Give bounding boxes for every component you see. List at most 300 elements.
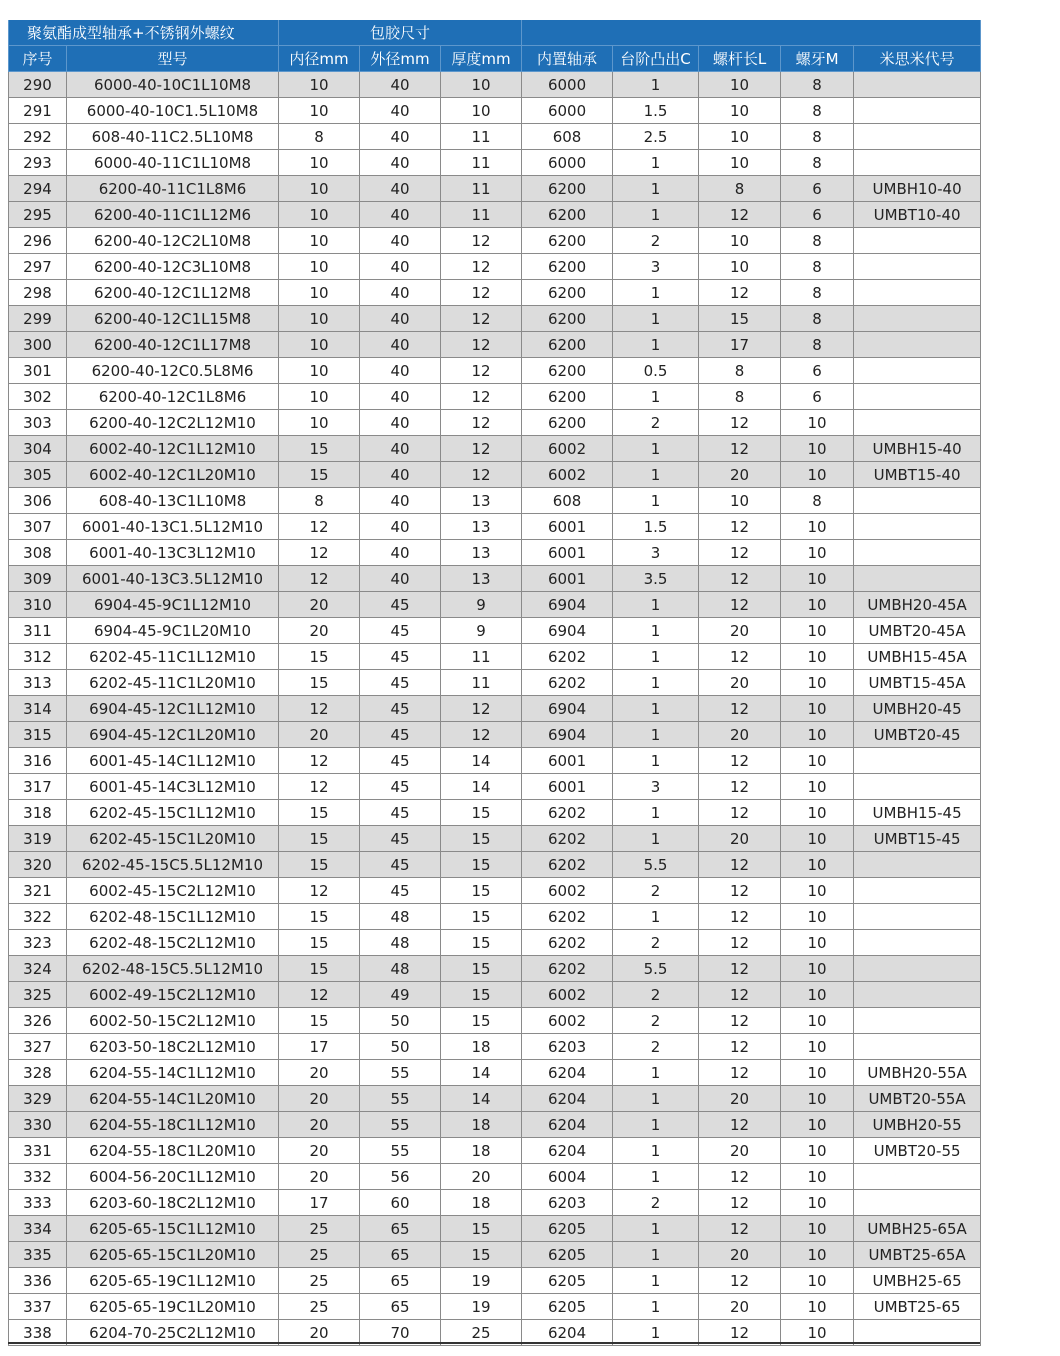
row-screw-length: 15 bbox=[699, 306, 781, 332]
row-bearing: 6200 bbox=[522, 306, 613, 332]
row-misumi-code: UMBT10-40 bbox=[854, 202, 981, 228]
row-screw-length: 12 bbox=[699, 280, 781, 306]
row-thread-m: 10 bbox=[781, 1320, 854, 1346]
row-bearing: 6904 bbox=[522, 592, 613, 618]
table-row bbox=[9, 982, 981, 1008]
row-bearing: 6202 bbox=[522, 956, 613, 982]
row-screw-length: 12 bbox=[699, 1216, 781, 1242]
row-misumi-code bbox=[854, 774, 981, 800]
row-thread-m: 10 bbox=[781, 852, 854, 878]
row-bearing: 6202 bbox=[522, 800, 613, 826]
col-header-no: 序号 bbox=[9, 46, 67, 72]
row-model: 6000-40-10C1.5L10M8 bbox=[67, 98, 279, 124]
row-screw-length: 12 bbox=[699, 1268, 781, 1294]
row-thickness: 19 bbox=[441, 1268, 522, 1294]
table-row bbox=[9, 540, 981, 566]
row-model: 6200-40-12C2L10M8 bbox=[67, 228, 279, 254]
row-outer-diameter: 40 bbox=[360, 462, 441, 488]
row-bearing: 6002 bbox=[522, 436, 613, 462]
row-inner-diameter: 12 bbox=[279, 878, 360, 904]
row-model: 6205-65-15C1L20M10 bbox=[67, 1242, 279, 1268]
row-misumi-code bbox=[854, 124, 981, 150]
row-model: 6202-45-11C1L20M10 bbox=[67, 670, 279, 696]
row-outer-diameter: 40 bbox=[360, 72, 441, 98]
row-inner-diameter: 20 bbox=[279, 722, 360, 748]
col-header-bearing: 内置轴承 bbox=[522, 46, 613, 72]
row-model: 6204-55-14C1L20M10 bbox=[67, 1086, 279, 1112]
row-thickness: 12 bbox=[441, 306, 522, 332]
row-thickness: 15 bbox=[441, 1242, 522, 1268]
table-row bbox=[9, 332, 981, 358]
row-misumi-code bbox=[854, 878, 981, 904]
row-bearing: 6205 bbox=[522, 1216, 613, 1242]
row-screw-length: 12 bbox=[699, 1320, 781, 1346]
row-misumi-code bbox=[854, 956, 981, 982]
row-thickness: 10 bbox=[441, 72, 522, 98]
table-row bbox=[9, 410, 981, 436]
row-misumi-code: UMBT15-40 bbox=[854, 462, 981, 488]
row-misumi-code: UMBT20-45 bbox=[854, 722, 981, 748]
row-screw-length: 20 bbox=[699, 1138, 781, 1164]
row-outer-diameter: 40 bbox=[360, 176, 441, 202]
row-inner-diameter: 17 bbox=[279, 1034, 360, 1060]
row-thickness: 9 bbox=[441, 592, 522, 618]
row-inner-diameter: 10 bbox=[279, 228, 360, 254]
row-step-c: 1 bbox=[613, 696, 699, 722]
row-inner-diameter: 25 bbox=[279, 1242, 360, 1268]
row-misumi-code bbox=[854, 1008, 981, 1034]
row-thread-m: 10 bbox=[781, 644, 854, 670]
table-row bbox=[9, 1164, 981, 1190]
row-no: 333 bbox=[9, 1190, 67, 1216]
row-screw-length: 10 bbox=[699, 98, 781, 124]
row-thread-m: 10 bbox=[781, 670, 854, 696]
row-screw-length: 20 bbox=[699, 826, 781, 852]
row-model: 6001-45-14C1L12M10 bbox=[67, 748, 279, 774]
row-no: 297 bbox=[9, 254, 67, 280]
row-step-c: 1 bbox=[613, 1216, 699, 1242]
row-step-c: 1 bbox=[613, 436, 699, 462]
row-screw-length: 12 bbox=[699, 956, 781, 982]
row-thread-m: 10 bbox=[781, 1034, 854, 1060]
row-inner-diameter: 10 bbox=[279, 332, 360, 358]
row-inner-diameter: 15 bbox=[279, 462, 360, 488]
row-bearing: 6203 bbox=[522, 1190, 613, 1216]
row-no: 327 bbox=[9, 1034, 67, 1060]
row-thread-m: 8 bbox=[781, 488, 854, 514]
row-thickness: 15 bbox=[441, 956, 522, 982]
row-thickness: 12 bbox=[441, 384, 522, 410]
row-inner-diameter: 20 bbox=[279, 1138, 360, 1164]
row-bearing: 6202 bbox=[522, 644, 613, 670]
row-no: 326 bbox=[9, 1008, 67, 1034]
row-inner-diameter: 12 bbox=[279, 514, 360, 540]
table-row bbox=[9, 436, 981, 462]
row-outer-diameter: 65 bbox=[360, 1242, 441, 1268]
row-bearing: 6204 bbox=[522, 1138, 613, 1164]
row-misumi-code: UMBT15-45A bbox=[854, 670, 981, 696]
row-thread-m: 6 bbox=[781, 176, 854, 202]
table-row bbox=[9, 1034, 981, 1060]
row-inner-diameter: 15 bbox=[279, 904, 360, 930]
row-misumi-code bbox=[854, 254, 981, 280]
row-no: 309 bbox=[9, 566, 67, 592]
row-model: 6200-40-12C1L15M8 bbox=[67, 306, 279, 332]
row-thickness: 15 bbox=[441, 800, 522, 826]
row-no: 320 bbox=[9, 852, 67, 878]
row-bearing: 6200 bbox=[522, 254, 613, 280]
row-step-c: 1 bbox=[613, 1242, 699, 1268]
row-misumi-code: UMBH20-45 bbox=[854, 696, 981, 722]
row-thickness: 12 bbox=[441, 410, 522, 436]
row-thread-m: 8 bbox=[781, 150, 854, 176]
row-model: 6200-40-11C1L8M6 bbox=[67, 176, 279, 202]
row-inner-diameter: 12 bbox=[279, 982, 360, 1008]
row-no: 306 bbox=[9, 488, 67, 514]
row-thickness: 12 bbox=[441, 436, 522, 462]
row-thread-m: 10 bbox=[781, 1060, 854, 1086]
row-step-c: 1 bbox=[613, 1060, 699, 1086]
table-row bbox=[9, 826, 981, 852]
row-screw-length: 12 bbox=[699, 696, 781, 722]
table-row bbox=[9, 306, 981, 332]
row-no: 313 bbox=[9, 670, 67, 696]
row-no: 304 bbox=[9, 436, 67, 462]
row-misumi-code bbox=[854, 280, 981, 306]
row-model: 6204-55-14C1L12M10 bbox=[67, 1060, 279, 1086]
row-no: 296 bbox=[9, 228, 67, 254]
table-row bbox=[9, 124, 981, 150]
row-bearing: 6001 bbox=[522, 566, 613, 592]
row-thickness: 12 bbox=[441, 228, 522, 254]
row-inner-diameter: 20 bbox=[279, 1164, 360, 1190]
table-row bbox=[9, 280, 981, 306]
header-column-row bbox=[9, 46, 981, 72]
row-no: 295 bbox=[9, 202, 67, 228]
row-thickness: 12 bbox=[441, 462, 522, 488]
row-step-c: 2.5 bbox=[613, 124, 699, 150]
row-screw-length: 20 bbox=[699, 462, 781, 488]
row-no: 312 bbox=[9, 644, 67, 670]
row-step-c: 1 bbox=[613, 592, 699, 618]
row-no: 338 bbox=[9, 1320, 67, 1346]
row-bearing: 6001 bbox=[522, 514, 613, 540]
row-step-c: 1 bbox=[613, 176, 699, 202]
row-bearing: 6205 bbox=[522, 1294, 613, 1320]
row-outer-diameter: 65 bbox=[360, 1268, 441, 1294]
row-bearing: 6200 bbox=[522, 176, 613, 202]
row-screw-length: 12 bbox=[699, 202, 781, 228]
row-step-c: 1 bbox=[613, 826, 699, 852]
row-no: 319 bbox=[9, 826, 67, 852]
row-misumi-code: UMBH20-45A bbox=[854, 592, 981, 618]
row-outer-diameter: 40 bbox=[360, 150, 441, 176]
row-thread-m: 10 bbox=[781, 904, 854, 930]
row-no: 290 bbox=[9, 72, 67, 98]
row-inner-diameter: 15 bbox=[279, 800, 360, 826]
row-no: 334 bbox=[9, 1216, 67, 1242]
row-outer-diameter: 40 bbox=[360, 488, 441, 514]
row-no: 311 bbox=[9, 618, 67, 644]
row-thickness: 13 bbox=[441, 488, 522, 514]
row-step-c: 1 bbox=[613, 332, 699, 358]
row-no: 315 bbox=[9, 722, 67, 748]
row-misumi-code bbox=[854, 1190, 981, 1216]
row-bearing: 6205 bbox=[522, 1268, 613, 1294]
row-misumi-code: UMBH15-45A bbox=[854, 644, 981, 670]
table-body bbox=[9, 72, 981, 1346]
row-step-c: 1 bbox=[613, 722, 699, 748]
row-outer-diameter: 55 bbox=[360, 1138, 441, 1164]
row-bearing: 6002 bbox=[522, 462, 613, 488]
row-misumi-code bbox=[854, 358, 981, 384]
row-no: 307 bbox=[9, 514, 67, 540]
row-thread-m: 6 bbox=[781, 202, 854, 228]
row-step-c: 1 bbox=[613, 202, 699, 228]
row-model: 6204-70-25C2L12M10 bbox=[67, 1320, 279, 1346]
row-no: 291 bbox=[9, 98, 67, 124]
row-model: 6200-40-12C2L12M10 bbox=[67, 410, 279, 436]
row-model: 6002-40-12C1L20M10 bbox=[67, 462, 279, 488]
row-step-c: 1 bbox=[613, 488, 699, 514]
row-thread-m: 10 bbox=[781, 956, 854, 982]
row-thickness: 10 bbox=[441, 98, 522, 124]
row-thread-m: 10 bbox=[781, 1112, 854, 1138]
row-thickness: 12 bbox=[441, 254, 522, 280]
row-model: 6200-40-12C0.5L8M6 bbox=[67, 358, 279, 384]
row-screw-length: 12 bbox=[699, 1034, 781, 1060]
row-inner-diameter: 10 bbox=[279, 358, 360, 384]
table-row bbox=[9, 72, 981, 98]
row-outer-diameter: 45 bbox=[360, 774, 441, 800]
row-bearing: 6200 bbox=[522, 384, 613, 410]
row-thread-m: 10 bbox=[781, 1008, 854, 1034]
row-outer-diameter: 50 bbox=[360, 1034, 441, 1060]
row-model: 6001-45-14C3L12M10 bbox=[67, 774, 279, 800]
row-model: 6202-45-15C5.5L12M10 bbox=[67, 852, 279, 878]
row-step-c: 2 bbox=[613, 1190, 699, 1216]
row-screw-length: 20 bbox=[699, 1242, 781, 1268]
row-thickness: 15 bbox=[441, 852, 522, 878]
row-outer-diameter: 40 bbox=[360, 306, 441, 332]
table-row bbox=[9, 228, 981, 254]
row-thickness: 19 bbox=[441, 1294, 522, 1320]
row-thread-m: 10 bbox=[781, 592, 854, 618]
row-inner-diameter: 20 bbox=[279, 1112, 360, 1138]
row-inner-diameter: 20 bbox=[279, 1320, 360, 1346]
table-row bbox=[9, 98, 981, 124]
table-row bbox=[9, 1268, 981, 1294]
row-no: 336 bbox=[9, 1268, 67, 1294]
row-step-c: 3 bbox=[613, 540, 699, 566]
row-screw-length: 12 bbox=[699, 774, 781, 800]
row-screw-length: 20 bbox=[699, 1294, 781, 1320]
row-screw-length: 12 bbox=[699, 1060, 781, 1086]
row-inner-diameter: 12 bbox=[279, 566, 360, 592]
row-misumi-code: UMBH15-40 bbox=[854, 436, 981, 462]
row-misumi-code bbox=[854, 228, 981, 254]
row-inner-diameter: 10 bbox=[279, 306, 360, 332]
row-no: 310 bbox=[9, 592, 67, 618]
row-step-c: 5.5 bbox=[613, 956, 699, 982]
table-bottom-rule bbox=[8, 1342, 980, 1344]
row-inner-diameter: 15 bbox=[279, 930, 360, 956]
row-thread-m: 10 bbox=[781, 1138, 854, 1164]
row-thread-m: 10 bbox=[781, 774, 854, 800]
table-row bbox=[9, 644, 981, 670]
row-thickness: 15 bbox=[441, 1216, 522, 1242]
row-thread-m: 10 bbox=[781, 878, 854, 904]
row-screw-length: 12 bbox=[699, 1008, 781, 1034]
row-bearing: 6204 bbox=[522, 1112, 613, 1138]
table-row bbox=[9, 618, 981, 644]
row-screw-length: 10 bbox=[699, 488, 781, 514]
row-no: 332 bbox=[9, 1164, 67, 1190]
row-thread-m: 10 bbox=[781, 800, 854, 826]
row-no: 308 bbox=[9, 540, 67, 566]
row-screw-length: 8 bbox=[699, 358, 781, 384]
row-screw-length: 17 bbox=[699, 332, 781, 358]
row-thickness: 11 bbox=[441, 202, 522, 228]
row-step-c: 1 bbox=[613, 462, 699, 488]
row-bearing: 608 bbox=[522, 124, 613, 150]
row-outer-diameter: 45 bbox=[360, 670, 441, 696]
row-screw-length: 12 bbox=[699, 566, 781, 592]
row-misumi-code: UMBH10-40 bbox=[854, 176, 981, 202]
row-inner-diameter: 12 bbox=[279, 774, 360, 800]
row-model: 6202-45-15C1L12M10 bbox=[67, 800, 279, 826]
row-outer-diameter: 40 bbox=[360, 436, 441, 462]
row-step-c: 1 bbox=[613, 306, 699, 332]
row-misumi-code bbox=[854, 982, 981, 1008]
table-row bbox=[9, 696, 981, 722]
col-header-misumi-code: 米思米代号 bbox=[854, 46, 981, 72]
row-thickness: 12 bbox=[441, 358, 522, 384]
row-bearing: 6904 bbox=[522, 618, 613, 644]
table-title: 聚氨酯成型轴承+不锈钢外螺纹 bbox=[9, 20, 279, 46]
row-bearing: 6904 bbox=[522, 696, 613, 722]
row-model: 6904-45-12C1L12M10 bbox=[67, 696, 279, 722]
row-bearing: 6205 bbox=[522, 1242, 613, 1268]
row-misumi-code: UMBH20-55 bbox=[854, 1112, 981, 1138]
row-inner-diameter: 12 bbox=[279, 748, 360, 774]
row-screw-length: 12 bbox=[699, 878, 781, 904]
row-screw-length: 12 bbox=[699, 514, 781, 540]
row-screw-length: 10 bbox=[699, 228, 781, 254]
row-thread-m: 10 bbox=[781, 566, 854, 592]
row-screw-length: 8 bbox=[699, 176, 781, 202]
row-misumi-code: UMBT20-55 bbox=[854, 1138, 981, 1164]
row-thickness: 15 bbox=[441, 878, 522, 904]
row-step-c: 1 bbox=[613, 1164, 699, 1190]
row-step-c: 1 bbox=[613, 1320, 699, 1346]
row-thread-m: 8 bbox=[781, 332, 854, 358]
row-bearing: 6202 bbox=[522, 904, 613, 930]
table-row bbox=[9, 566, 981, 592]
row-inner-diameter: 8 bbox=[279, 124, 360, 150]
table-row bbox=[9, 774, 981, 800]
row-thread-m: 8 bbox=[781, 280, 854, 306]
row-step-c: 1 bbox=[613, 280, 699, 306]
row-thread-m: 8 bbox=[781, 254, 854, 280]
row-no: 318 bbox=[9, 800, 67, 826]
row-misumi-code: UMBT25-65A bbox=[854, 1242, 981, 1268]
row-misumi-code bbox=[854, 332, 981, 358]
row-thread-m: 10 bbox=[781, 1216, 854, 1242]
row-misumi-code: UMBT20-55A bbox=[854, 1086, 981, 1112]
row-outer-diameter: 60 bbox=[360, 1190, 441, 1216]
row-misumi-code: UMBT25-65 bbox=[854, 1294, 981, 1320]
table-row bbox=[9, 202, 981, 228]
row-no: 300 bbox=[9, 332, 67, 358]
row-screw-length: 12 bbox=[699, 644, 781, 670]
row-thickness: 18 bbox=[441, 1034, 522, 1060]
row-step-c: 1 bbox=[613, 904, 699, 930]
table-row bbox=[9, 852, 981, 878]
row-screw-length: 10 bbox=[699, 150, 781, 176]
row-screw-length: 12 bbox=[699, 540, 781, 566]
row-screw-length: 12 bbox=[699, 930, 781, 956]
row-screw-length: 8 bbox=[699, 384, 781, 410]
row-bearing: 6202 bbox=[522, 930, 613, 956]
row-model: 608-40-13C1L10M8 bbox=[67, 488, 279, 514]
row-misumi-code: UMBT15-45 bbox=[854, 826, 981, 852]
table-row bbox=[9, 1138, 981, 1164]
col-header-outer-diameter: 外径mm bbox=[360, 46, 441, 72]
row-outer-diameter: 40 bbox=[360, 540, 441, 566]
row-thread-m: 6 bbox=[781, 384, 854, 410]
row-thread-m: 6 bbox=[781, 358, 854, 384]
row-thickness: 14 bbox=[441, 748, 522, 774]
row-outer-diameter: 55 bbox=[360, 1060, 441, 1086]
row-misumi-code bbox=[854, 410, 981, 436]
row-outer-diameter: 65 bbox=[360, 1294, 441, 1320]
row-step-c: 1 bbox=[613, 1138, 699, 1164]
row-bearing: 6204 bbox=[522, 1086, 613, 1112]
row-no: 324 bbox=[9, 956, 67, 982]
row-misumi-code bbox=[854, 150, 981, 176]
row-inner-diameter: 20 bbox=[279, 618, 360, 644]
row-thickness: 15 bbox=[441, 930, 522, 956]
col-header-screw-length: 螺杆长L bbox=[699, 46, 781, 72]
row-thread-m: 10 bbox=[781, 436, 854, 462]
row-outer-diameter: 45 bbox=[360, 592, 441, 618]
row-model: 6000-40-11C1L10M8 bbox=[67, 150, 279, 176]
row-outer-diameter: 45 bbox=[360, 826, 441, 852]
row-step-c: 1 bbox=[613, 748, 699, 774]
row-thread-m: 10 bbox=[781, 462, 854, 488]
row-thickness: 25 bbox=[441, 1320, 522, 1346]
row-step-c: 0.5 bbox=[613, 358, 699, 384]
table-row bbox=[9, 358, 981, 384]
row-bearing: 6200 bbox=[522, 410, 613, 436]
row-thickness: 13 bbox=[441, 540, 522, 566]
row-inner-diameter: 25 bbox=[279, 1268, 360, 1294]
row-thickness: 18 bbox=[441, 1112, 522, 1138]
row-thickness: 11 bbox=[441, 670, 522, 696]
row-outer-diameter: 40 bbox=[360, 384, 441, 410]
row-model: 608-40-11C2.5L10M8 bbox=[67, 124, 279, 150]
row-model: 6904-45-12C1L20M10 bbox=[67, 722, 279, 748]
row-bearing: 6000 bbox=[522, 98, 613, 124]
row-model: 6001-40-13C3L12M10 bbox=[67, 540, 279, 566]
row-thickness: 15 bbox=[441, 826, 522, 852]
row-step-c: 1 bbox=[613, 384, 699, 410]
row-thread-m: 8 bbox=[781, 98, 854, 124]
row-bearing: 6200 bbox=[522, 358, 613, 384]
row-model: 6002-49-15C2L12M10 bbox=[67, 982, 279, 1008]
row-thickness: 14 bbox=[441, 1086, 522, 1112]
